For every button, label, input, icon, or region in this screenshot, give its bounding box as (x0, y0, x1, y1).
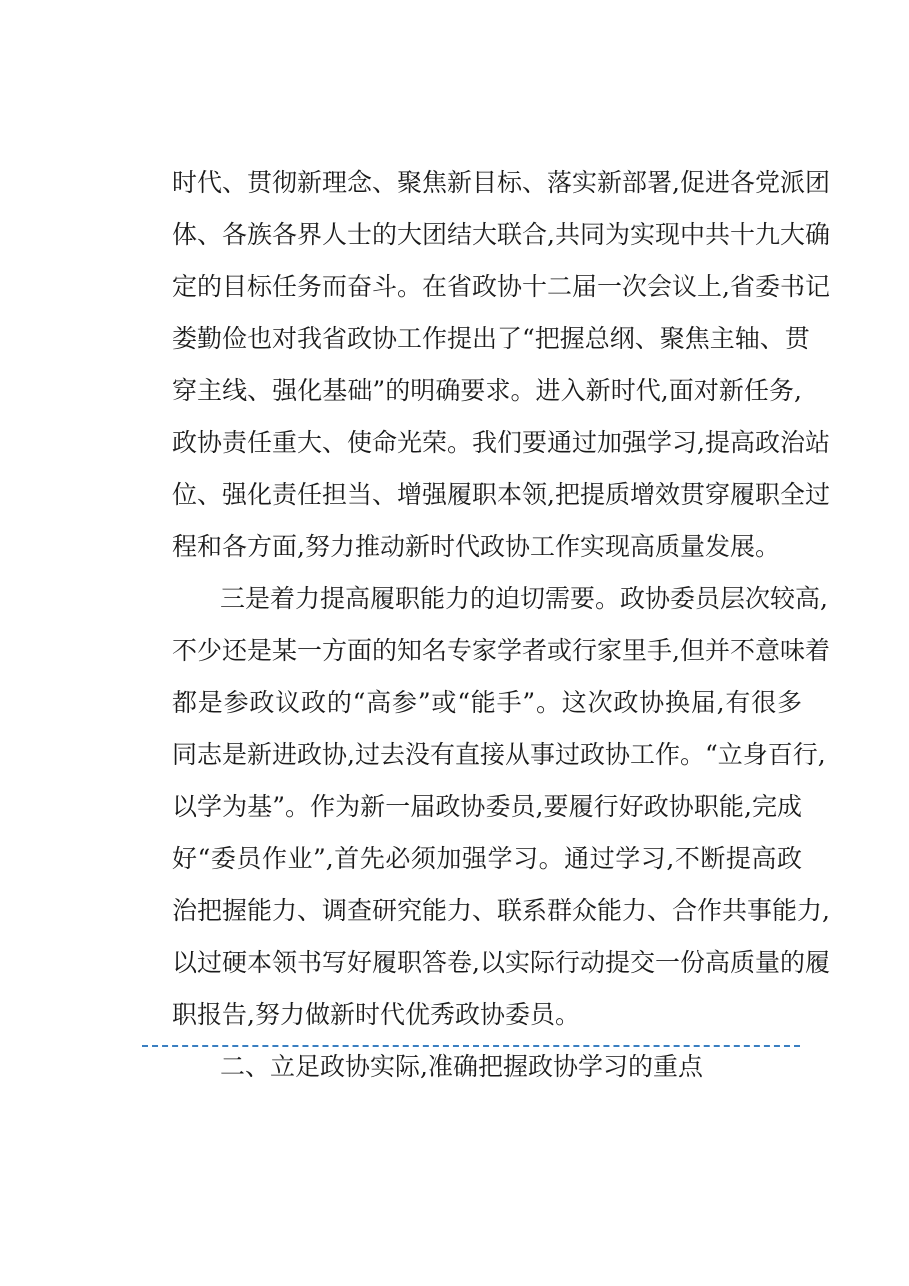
text-line: 位、强化责任担当、增强履职本领,把提质增效贯穿履职全过 (172, 480, 830, 509)
text-line: 时代、贯彻新理念、聚焦新目标、落实新部署,促进各党派团 (172, 168, 830, 197)
text-line: 好“委员作业”,首先必须加强学习。通过学习,不断提高政 (172, 844, 802, 873)
text-line: 以过硬本领书写好履职答卷,以实际行动提交一份高质量的履 (172, 948, 830, 977)
text-line: 定的目标任务而奋斗。在省政协十二届一次会议上,省委书记 (172, 272, 830, 301)
text-line: 体、各族各界人士的大团结大联合,共同为实现中共十九大确 (172, 220, 830, 249)
text-line: 同志是新进政协,过去没有直接从事过政协工作。“立身百行, (172, 740, 826, 769)
text-line: 治把握能力、调查研究能力、联系群众能力、合作共事能力, (172, 896, 830, 925)
text-line: 政协责任重大、使命光荣。我们要通过加强学习,提高政治站 (172, 428, 830, 457)
text-line: 程和各方面,努力推动新时代政协工作实现高质量发展。 (172, 532, 780, 561)
section-heading: 二、立足政协实际,准确把握政协学习的重点 (220, 1052, 703, 1081)
text-line: 都是参政议政的“高参”或“能手”。这次政协换届,有很多 (172, 688, 802, 717)
dashed-divider (142, 1045, 800, 1047)
text-line: 以学为基”。作为新一届政协委员,要履行好政协职能,完成 (172, 792, 802, 821)
text-line: 穿主线、强化基础”的明确要求。进入新时代,面对新任务, (172, 376, 802, 405)
text-line: 职报告,努力做新时代优秀政协委员。 (172, 1000, 580, 1029)
text-line: 不少还是某一方面的知名专家学者或行家里手,但并不意味着 (172, 636, 830, 665)
text-line: 娄勤俭也对我省政协工作提出了“把握总纲、聚焦主轴、贯 (172, 324, 810, 353)
text-line: 三是着力提高履职能力的迫切需要。政协委员层次较高, (220, 584, 828, 613)
